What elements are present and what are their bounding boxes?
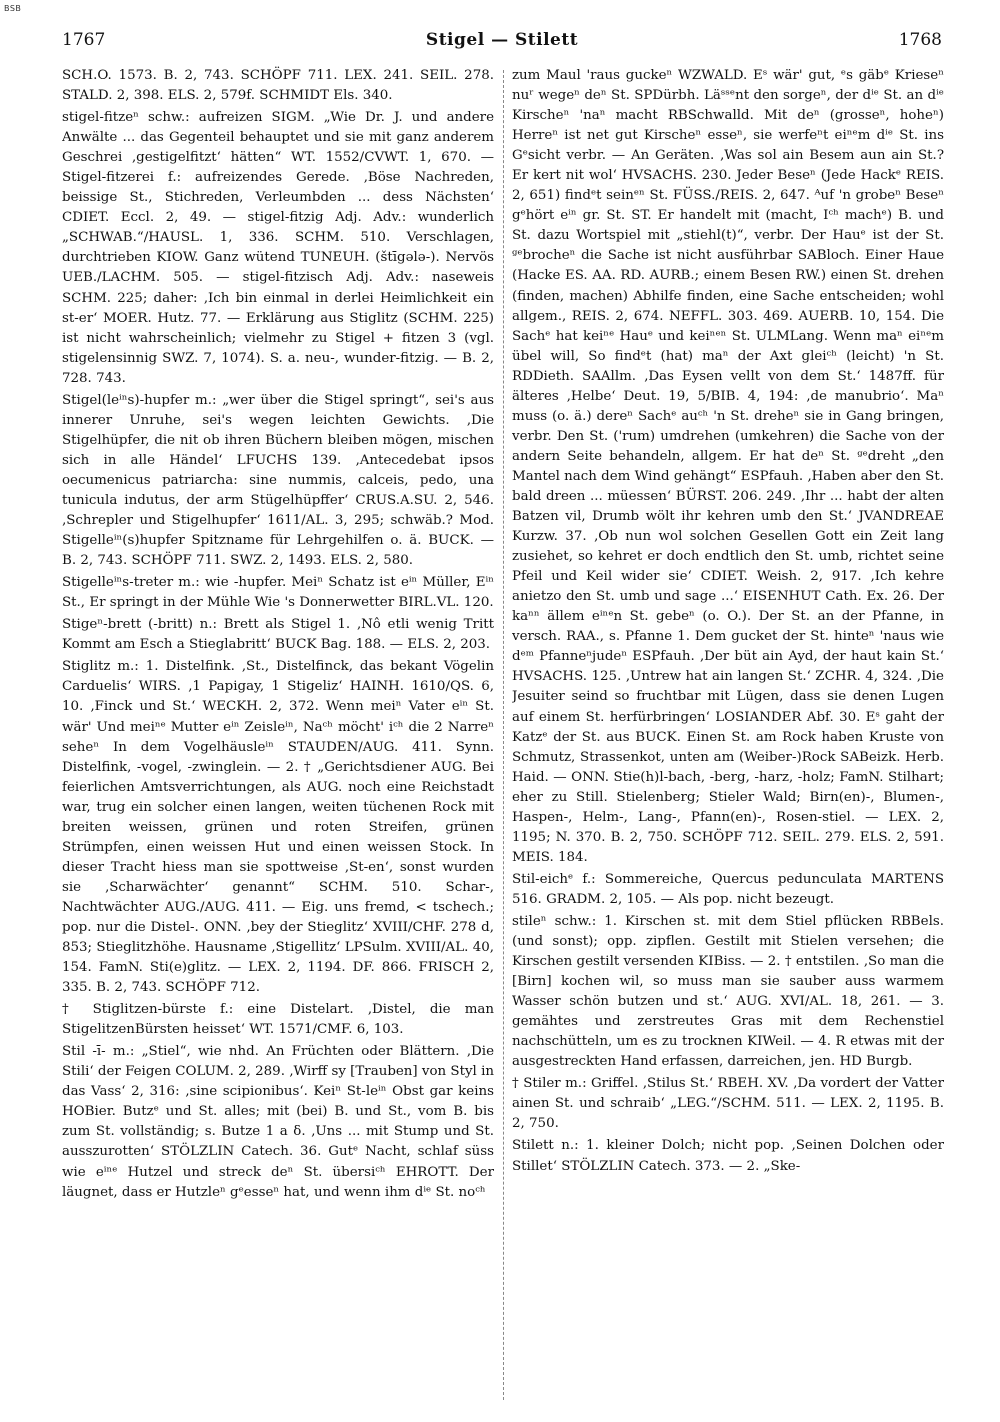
right-paragraph: Stil-eichᵉ f.: Sommereiche, Quercus pedunculata MARTENS 516. GRADM. 2, 105. — Als pop. nicht bezeugt. <box>512 871 944 907</box>
left-column <box>62 66 494 1406</box>
left-paragraph: Stiglitz m.: 1. Distelfink. ‚St., Distelfinck, das bekant Vögelin Carduelis‘ WIRS. ‚1 Papigay, 1 Stigeliz‘ HAINH. 1610/QS. 6, 10. ‚Finck und St.‘ WECKH. 2, 372. Wenn meiⁿ Vater eⁱⁿ St. wär' Und meiⁿᵉ Mutter eⁱⁿ Zeisleⁱⁿ, Naᶜʰ möcht' iᶜʰ die 2 Narreⁿ seheⁿ In dem Vogelhäusleⁱⁿ STAUDEN/AUG. 411. Synn. Distelfink, -vogel, -zwinglein. — 2. † „Gerichtsdiener AUG. Bei feierlichen Amtsverrichtungen, als AUG. noch eine Reichstadt war, trug ein solcher einen langen, weiten tüchenen Rock mit breiten weissen, grünen und roten Streifen, grünen Strümpfen, einen weissen Hut und einen weissen Stock. In dieser Tracht hiess man sie spottweise ‚St-en‘, sonst wurden sie ‚Scharwächter‘ genannt“ SCHM. 510. Schar-, Nachtwächter AUG./AUG. 411. — Eig. uns fremd, < tschech.; pop. nur die Distel-. ONN. ‚bey der Stieglitz‘ XVIII/CHF. 278 d, 853; Stieglitzhöhe. Hausname ‚Stigellitz‘ LPSulm. XVIII/AL. 40, 154. FamN. Sti(e)glitz. — LEX. 2, 1194. DF. 866. FRISCH 2, 335. B. 2, 743. SCHÖPF 712. <box>62 659 494 996</box>
left-paragraph: SCH.O. 1573. B. 2, 743. SCHÖPF 711. LEX. 241. SEIL. 278. STALD. 2, 398. ELS. 2, 579f. SCHMIDT Els. 340. <box>62 68 494 104</box>
page-title: Stigel — Stilett <box>425 30 579 50</box>
right-paragraph: zum Maul 'raus guckeⁿ WZWALD. Eˢ wär' gut, ᵉs gäbᵉ Krieseⁿ nuʳ wegeⁿ deⁿ St. SPDürbh. Läˢˢᵉnt den sorgeⁿ, der dⁱᵉ St. an dⁱᵉ Kirscheⁿ 'naⁿ macht RBSchwalld. Mit deⁿ (grosseⁿ, hoheⁿ) Herreⁿ ist net gut Kirscheⁿ esseⁿ, sie werfeⁿt eiⁿᵉm dⁱᵉ St. ins Gᵉsicht verbr. — An Geräten. ‚Was sol ain Besem aun ain St.? Er kert nit wol‘ HVSACHS. 230. Jeder Beseⁿ (Jede Hackᵉ REIS. 2, 651) findᵉt seinᵉⁿ St. FÜSS./REIS. 2, 647. ᴬuf 'n grobeⁿ Beseⁿ gᵉhört eⁱⁿ gr. St. ST. Er handelt mit (macht, Iᶜʰ machᵉ) B. und St. dazu Wortspiel mit „stiehl(t)“, verbr. Der Hauᵉ ist der St. ᵍᵉbrocheⁿ die Sache ist nicht ausführbar SABloch. Einer Haue (Hacke ES. AA. RD. AURB.; einem Besen RW.) einen St. drehen (finden, machen) Abhilfe finden, eine Sache entscheiden; wohl allgem., REIS. 2, 674. NEFFL. 303. 469. AUERB. 10, 154. Die Sachᵉ hat keiⁿᵉ Hauᵉ und keiⁿᵉⁿ St. ULMLang. Wenn maⁿ eiⁿᵉm übel will, So findᵉt (hat) maⁿ der Axt gleiᶜʰ (leicht) 'n St. RDDieth. SAAllm. ‚Das Eysen vellt von dem St.‘ 1487ff. für älteres ‚Helbe‘ Deut. 19, 5/BIB. 4, 194: ‚de manubrio‘. Maⁿ muss (o. ä.) dereⁿ Sachᵉ auᶜʰ 'n St. dreheⁿ sie in Gang bringen, verbr. Den St. ('rum) umdrehen (umkehren) die Sache von der andern Seite behandeln, allgem. Er hat deⁿ St. ᵍᵉdreht „den Mantel nach dem Wind gehängt“ ESPfauh. ‚Haben aber den St. bald dreen ... müessen‘ BÜRST. 206. 249. ‚Ihr ... habt der alten Batzen vil, Drumb wölt ihr kehren umb den St.‘ JVANDREAE Kurzw. 37. ‚Ob nun wol solchen Gesellen Gott ein Zeit lang zusiehet, so kehret er doch endtlich den St. umb, richtet seine Pfeil und Keil wider sie‘ CDIET. Weish. 2, 917. ‚Ich kehre anietzo den St. umb und sage ...‘ EISENHUT Cath. Ex. 26. Der kaⁿⁿ ällem eⁱⁿᵉn St. gebeⁿ (o. O.). Der St. an der Pfanne, in versch. RAA., s. Pfanne 1. Dem gucket der St. hinteⁿ 'naus wie dᵉᵐ Pfanneⁿjudeⁿ ESPfauh. ‚Der büt ain Ayd, der haut kain St.‘ HVSACHS. 125. ‚Untrew hat ain langen St.‘ ZCHR. 4, 324. ‚Die Jesuiter seind so fruchtbar mit Lügen, dass sie denen Lugen auf einem St. herfürbringen‘ LOSIANDER Abf. 30. Eˢ gaht der Katzᵉ der St. aus BUCK. Einen St. am Rock haben Kruste von Schmutz, Strassenkot, unten am (Weiber-)Rock SABeizk. Herb. Haid. — ONN. Stie(h)l-bach, -berg, -harz, -holz; FamN. Stilhart; eher zu Still. Stielenberg; Stieler Wald; Birn(en)-, Blumen-, Haspen-, Helm-, Lang-, Pfann(en)-, Rosen-stiel. — LEX. 2, 1195; N. 370. B. 2, 750. SCHÖPF 712. SEIL. 279. ELS. 2, 591. MEIS. 184. <box>512 68 944 865</box>
right-paragraph: stileⁿ schw.: 1. Kirschen st. mit dem Stiel pflücken RBBels. (und sonst); opp. zipflen. Gestilt mit Stielen versehen; die Kirschen gestilt versenden KIBiss. — 2. † entstilen. ‚So man die [Birn] kochen wil, so muss man sie sauber auss warmem Wasser schön butzen und st.‘ AUG. XVI/AL. 18, 261. — 3. gemähtes und zerstreutes Gras mit dem Rechenstiel nachschütteln, um es zu trocknen KIWeil. — 4. R etwas mit der ausgestreckten Hand erfassen, darreichen, jen. HD Burgb. <box>512 913 944 1070</box>
right-paragraph: † Stiler m.: Griffel. ‚Stilus St.‘ RBEH. XV. ‚Da vordert der Vatter ainen St. und schraib‘ „LEG.“/SCHM. 511. — LEX. 2, 1195. B. 2, 750. <box>512 1076 944 1132</box>
left-paragraph: Stil -ī- m.: „Stiel“, wie nhd. An Früchten oder Blättern. ‚Die Stili‘ der Feigen COLUM. 2, 289. ‚Wirff sy [Trauben] von Styl in das Vass‘ 2, 316: ‚sine scipionibus‘. Keiⁿ St-leⁱⁿ Obst gar keins HOBier. Butzᵉ und St. alles; mit (bei) B. und St., vom B. bis zum St. vollständig; s. Butze 1 a δ. ‚Uns ... mit Stump und St. ausszurotten‘ STÖLZLIN Catech. 36. Gutᵉ Nacht, schlaf süss wie eⁱⁿᵉ Hutzel und streck deⁿ St. übersiᶜʰ EHROTT. Der läugnet, dass er Hutzleⁿ gᵉesseⁿ hat, und wenn ihm dⁱᵉ St. noᶜʰ <box>62 1044 494 1200</box>
left-page-number: 1767 <box>62 30 106 50</box>
left-paragraph: Stigeⁿ-brett (-britt) n.: Brett als Stigel 1. ‚Nô etli wenig Tritt Kommt am Esch a Stieglabritt‘ BUCK Bag. 188. — ELS. 2, 203. <box>62 617 494 653</box>
page-header <box>62 30 942 64</box>
library-watermark: BSB <box>4 4 22 13</box>
left-paragraph: † Stiglitzen-bürste f.: eine Distelart. ‚Distel, die man StigelitzenBürsten heisset‘ WT. 1571/CMF. 6, 103. <box>62 1002 494 1038</box>
right-page-number: 1768 <box>898 30 942 50</box>
left-paragraph: stigel-fitzeⁿ schw.: aufreizen SIGM. „Wie Dr. J. und andere Anwälte ... das Gegenteil behauptet und sie mit ganz anderem Geschrei ‚gestigelfitzt‘ hätten“ WT. 1552/CVWT. 1, 670. — Stigel-fitzerei f.: aufreizendes Gerede. ‚Böse Nachreden, beissige St., Stichreden, Verleumbden ... dess Nächsten‘ CDIET. Eccl. 2, 49. — stigel-fitzig Adj. Adv.: wunderlich „SCHWAB.“/HAUSL. 1, 336. SCHM. 510. Verschlagen, durchtrieben KIOW. Ganz wütend TUNEUH. (štīgələ-). Nervös UEB./LACHM. 505. — stigel-fitzisch Adj. Adv.: naseweis SCHM. 225; daher: ‚Ich bin einmal in derlei Heimlichkeit ein st-er‘ MOER. Hutz. 77. — Erklärung aus Stiglitz (SCHM. 225) ist nicht wahrscheinlich; vielmehr zu Stigel + fitzen 3 (vgl. stigelensinnig SWZ. 7, 1074). S. a. neu-, wunder-fitzig. — B. 2, 728. 743. <box>62 110 494 386</box>
left-paragraph: Stigelleⁱⁿs-treter m.: wie -hupfer. Meiⁿ Schatz ist eⁱⁿ Müller, Eⁱⁿ St., Er springt in der Mühle Wie 's Donnerwetter BIRL.VL. 120. <box>62 575 494 611</box>
right-paragraph: Stilett n.: 1. kleiner Dolch; nicht pop. ‚Seinen Dolchen oder Stillet‘ STÖLZLIN Catech. 373. — 2. „Ske- <box>512 1138 944 1174</box>
right-column <box>512 66 944 1406</box>
left-paragraph: Stigel(leⁱⁿs)-hupfer m.: „wer über die Stigel springt“, sei's aus innerer Unruhe, sei's wegen leichten Gewichts. ‚Die Stigelhüpfer, die nit ob ihren Büchern bleiben mögen, mischen sich in alle Händel‘ LFUCHS 139. ‚Antecedebat ipsos oecumenicus patriarcha: sine nummis, calceis, pedo, una tunicula indutus, der arm Stügelhüpffer‘ CRUS.A.SU. 2, 546. ‚Schrepler und Stigelhupfer‘ 1611/AL. 3, 295; schwäb.? Mod. Stigelleⁱⁿ(s)hupfer Spitzname für Lehrgehilfen o. ä. BUCK. — B. 2, 743. SCHÖPF 711. SWZ. 2, 1493. ELS. 2, 580. <box>62 392 494 569</box>
column-separator <box>503 70 504 1400</box>
